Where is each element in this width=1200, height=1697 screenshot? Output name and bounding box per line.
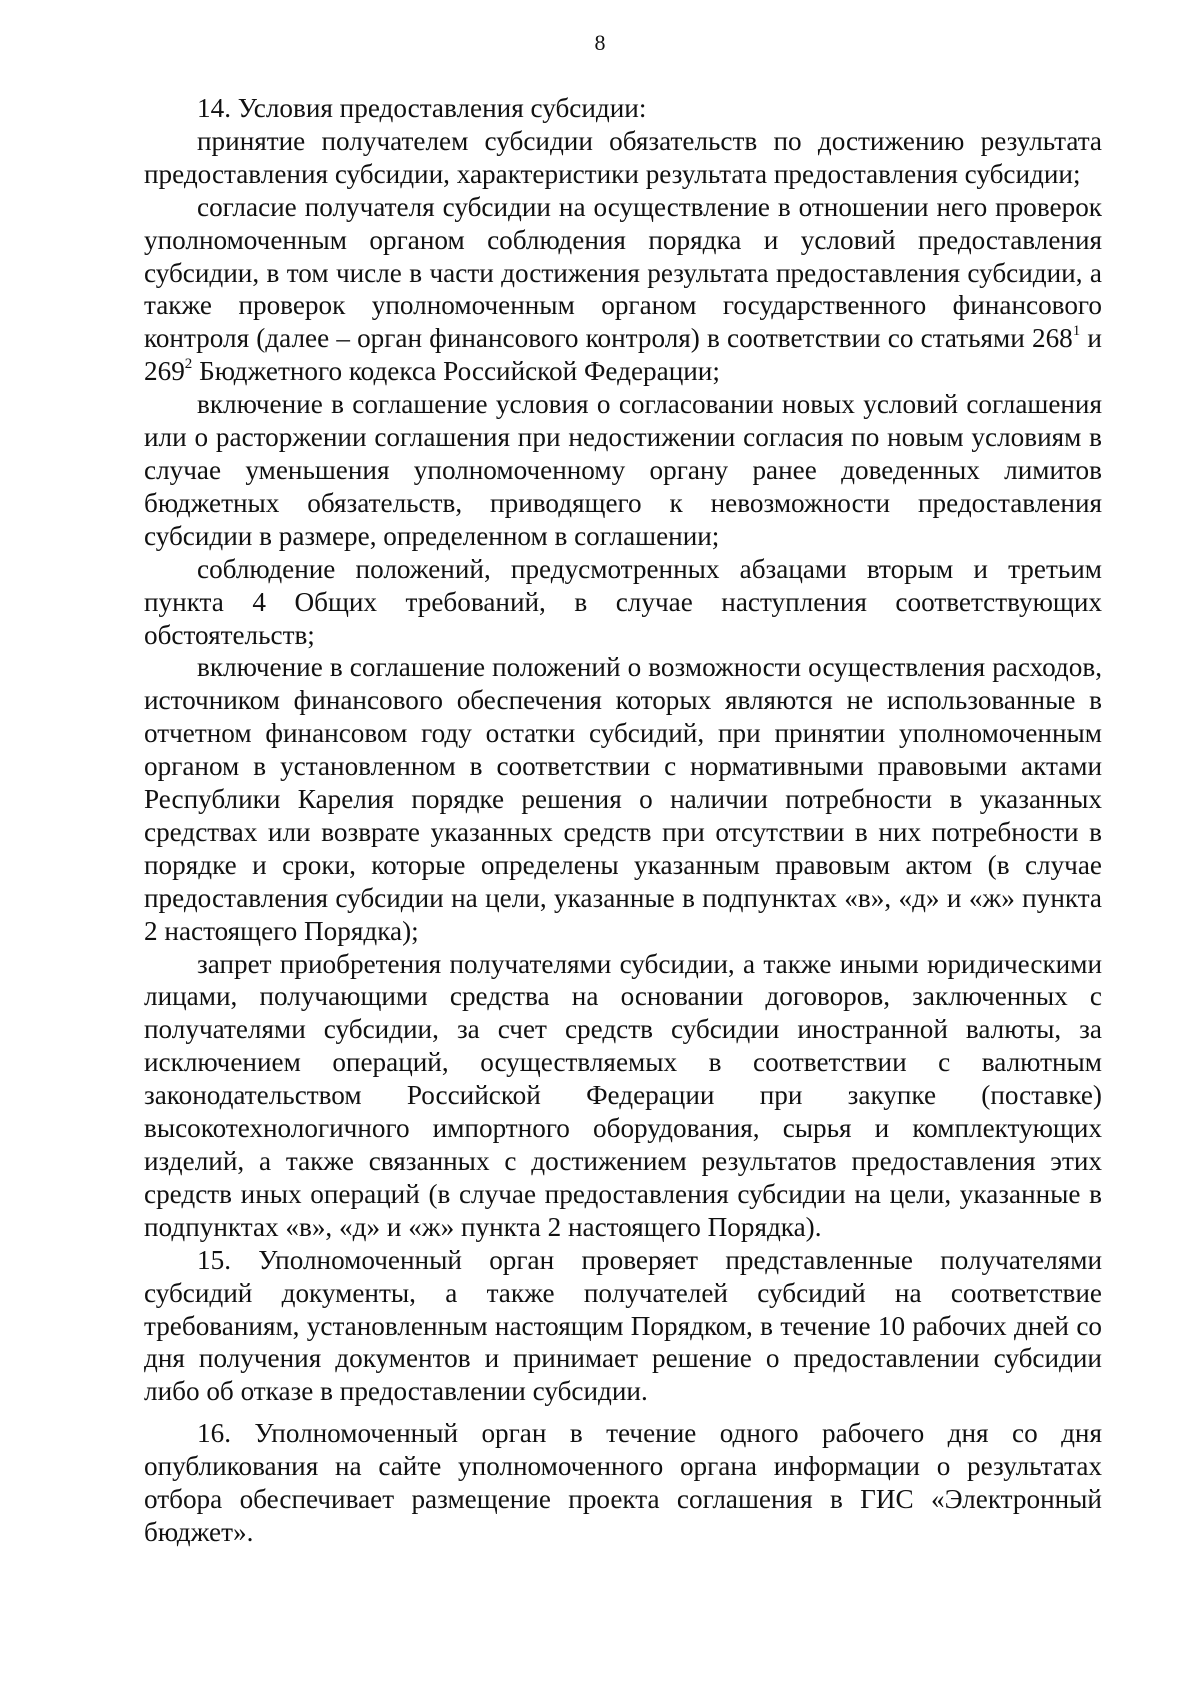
article-268-superscript: 1 bbox=[1072, 323, 1081, 340]
consent-text-part-1: согласие получателя субсидии на осуществление в отношении него проверок уполномоченным органом соблюдения порядка и условий предоставления субсидии, в том числе в части достижения результата предоставления субсидии, а также проверок уполномоченным органом государственного финансового контроля (далее – орган финансового контроля) в соответствии со статьями 268 bbox=[144, 191, 1102, 354]
paragraph-foreign-currency-ban: запрет приобретения получателями субсидии, а также иными юридическими лицами, получающими средства на основании договоров, заключенных с получателями субсидии, за счет средств субсидии иностранной валюты, за исключением операций, осуществляемых в соответствии с валютным законодательством Российской Федерации при закупке (поставке) высокотехнологичного импортного оборудования, сырья и комплектующих изделий, а также связанных с достижением результатов предоставления этих средств иных операций (в случае предоставления субсидии на цели, указанные в подпунктах «в», «д» и «ж» пункта 2 настоящего Порядка). bbox=[144, 948, 1102, 1242]
paragraph-consent-to-checks bbox=[144, 191, 1102, 388]
article-269-superscript: 2 bbox=[184, 356, 193, 373]
paragraph-section-16: 16. Уполномоченный орган в течение одного рабочего дня со дня опубликования на сайте уполномоченного органа информации о результатах отбора обеспечивает размещение проекта соглашения в ГИС «Электронный бюджет». bbox=[144, 1418, 1102, 1547]
paragraph-obligations: принятие получателем субсидии обязательств по достижению результата предоставления субсидии, характеристики результата предоставления субсидии; bbox=[144, 125, 1102, 189]
page-number: 8 bbox=[594, 30, 606, 55]
paragraph-general-requirements: соблюдение положений, предусмотренных абзацами вторым и третьим пункта 4 Общих требований, в случае наступления соответствующих обстоятельств; bbox=[144, 553, 1102, 650]
paragraph-new-conditions: включение в соглашение условия о согласовании новых условий соглашения или о расторжении соглашения при недостижении согласия по новым условиям в случае уменьшения уполномоченному органу ранее доведенных лимитов бюджетных обязательств, приводящего к невозможности предоставления субсидии в размере, определенном в соглашении; bbox=[144, 389, 1102, 551]
consent-text-part-2: и 269 bbox=[144, 323, 1102, 387]
paragraph-section-15: 15. Уполномоченный орган проверяет представленные получателями субсидий документы, а также получателей субсидий на соответствие требованиям, установленным настоящим Порядком, в течение 10 рабочих дней со дня получения документов и принимает решение о предоставлении субсидии либо об отказе в предоставлении субсидии. bbox=[144, 1244, 1102, 1407]
paragraph-unused-balances: включение в соглашение положений о возможности осуществления расходов, источником финансового обеспечения которых являются не использованные в отчетном финансовом году остатки субсидий, при принятии уполномоченным органом в установленном в соответствии с нормативными правовыми актами Республики Карелия порядке решения о наличии потребности в указанных средствах или возврате указанных средств при отсутствии в них потребности в порядке и сроки, которые определены указанным правовым актом (в случае предоставления субсидии на цели, указанные в подпунктах «в», «д» и «ж» пункта 2 настоящего Порядка); bbox=[144, 652, 1102, 946]
consent-text-part-3: Бюджетного кодекса Российской Федерации; bbox=[192, 356, 720, 387]
paragraph-section-14-heading: 14. Условия предоставления субсидии: bbox=[197, 93, 647, 123]
document-body bbox=[144, 92, 1102, 1549]
